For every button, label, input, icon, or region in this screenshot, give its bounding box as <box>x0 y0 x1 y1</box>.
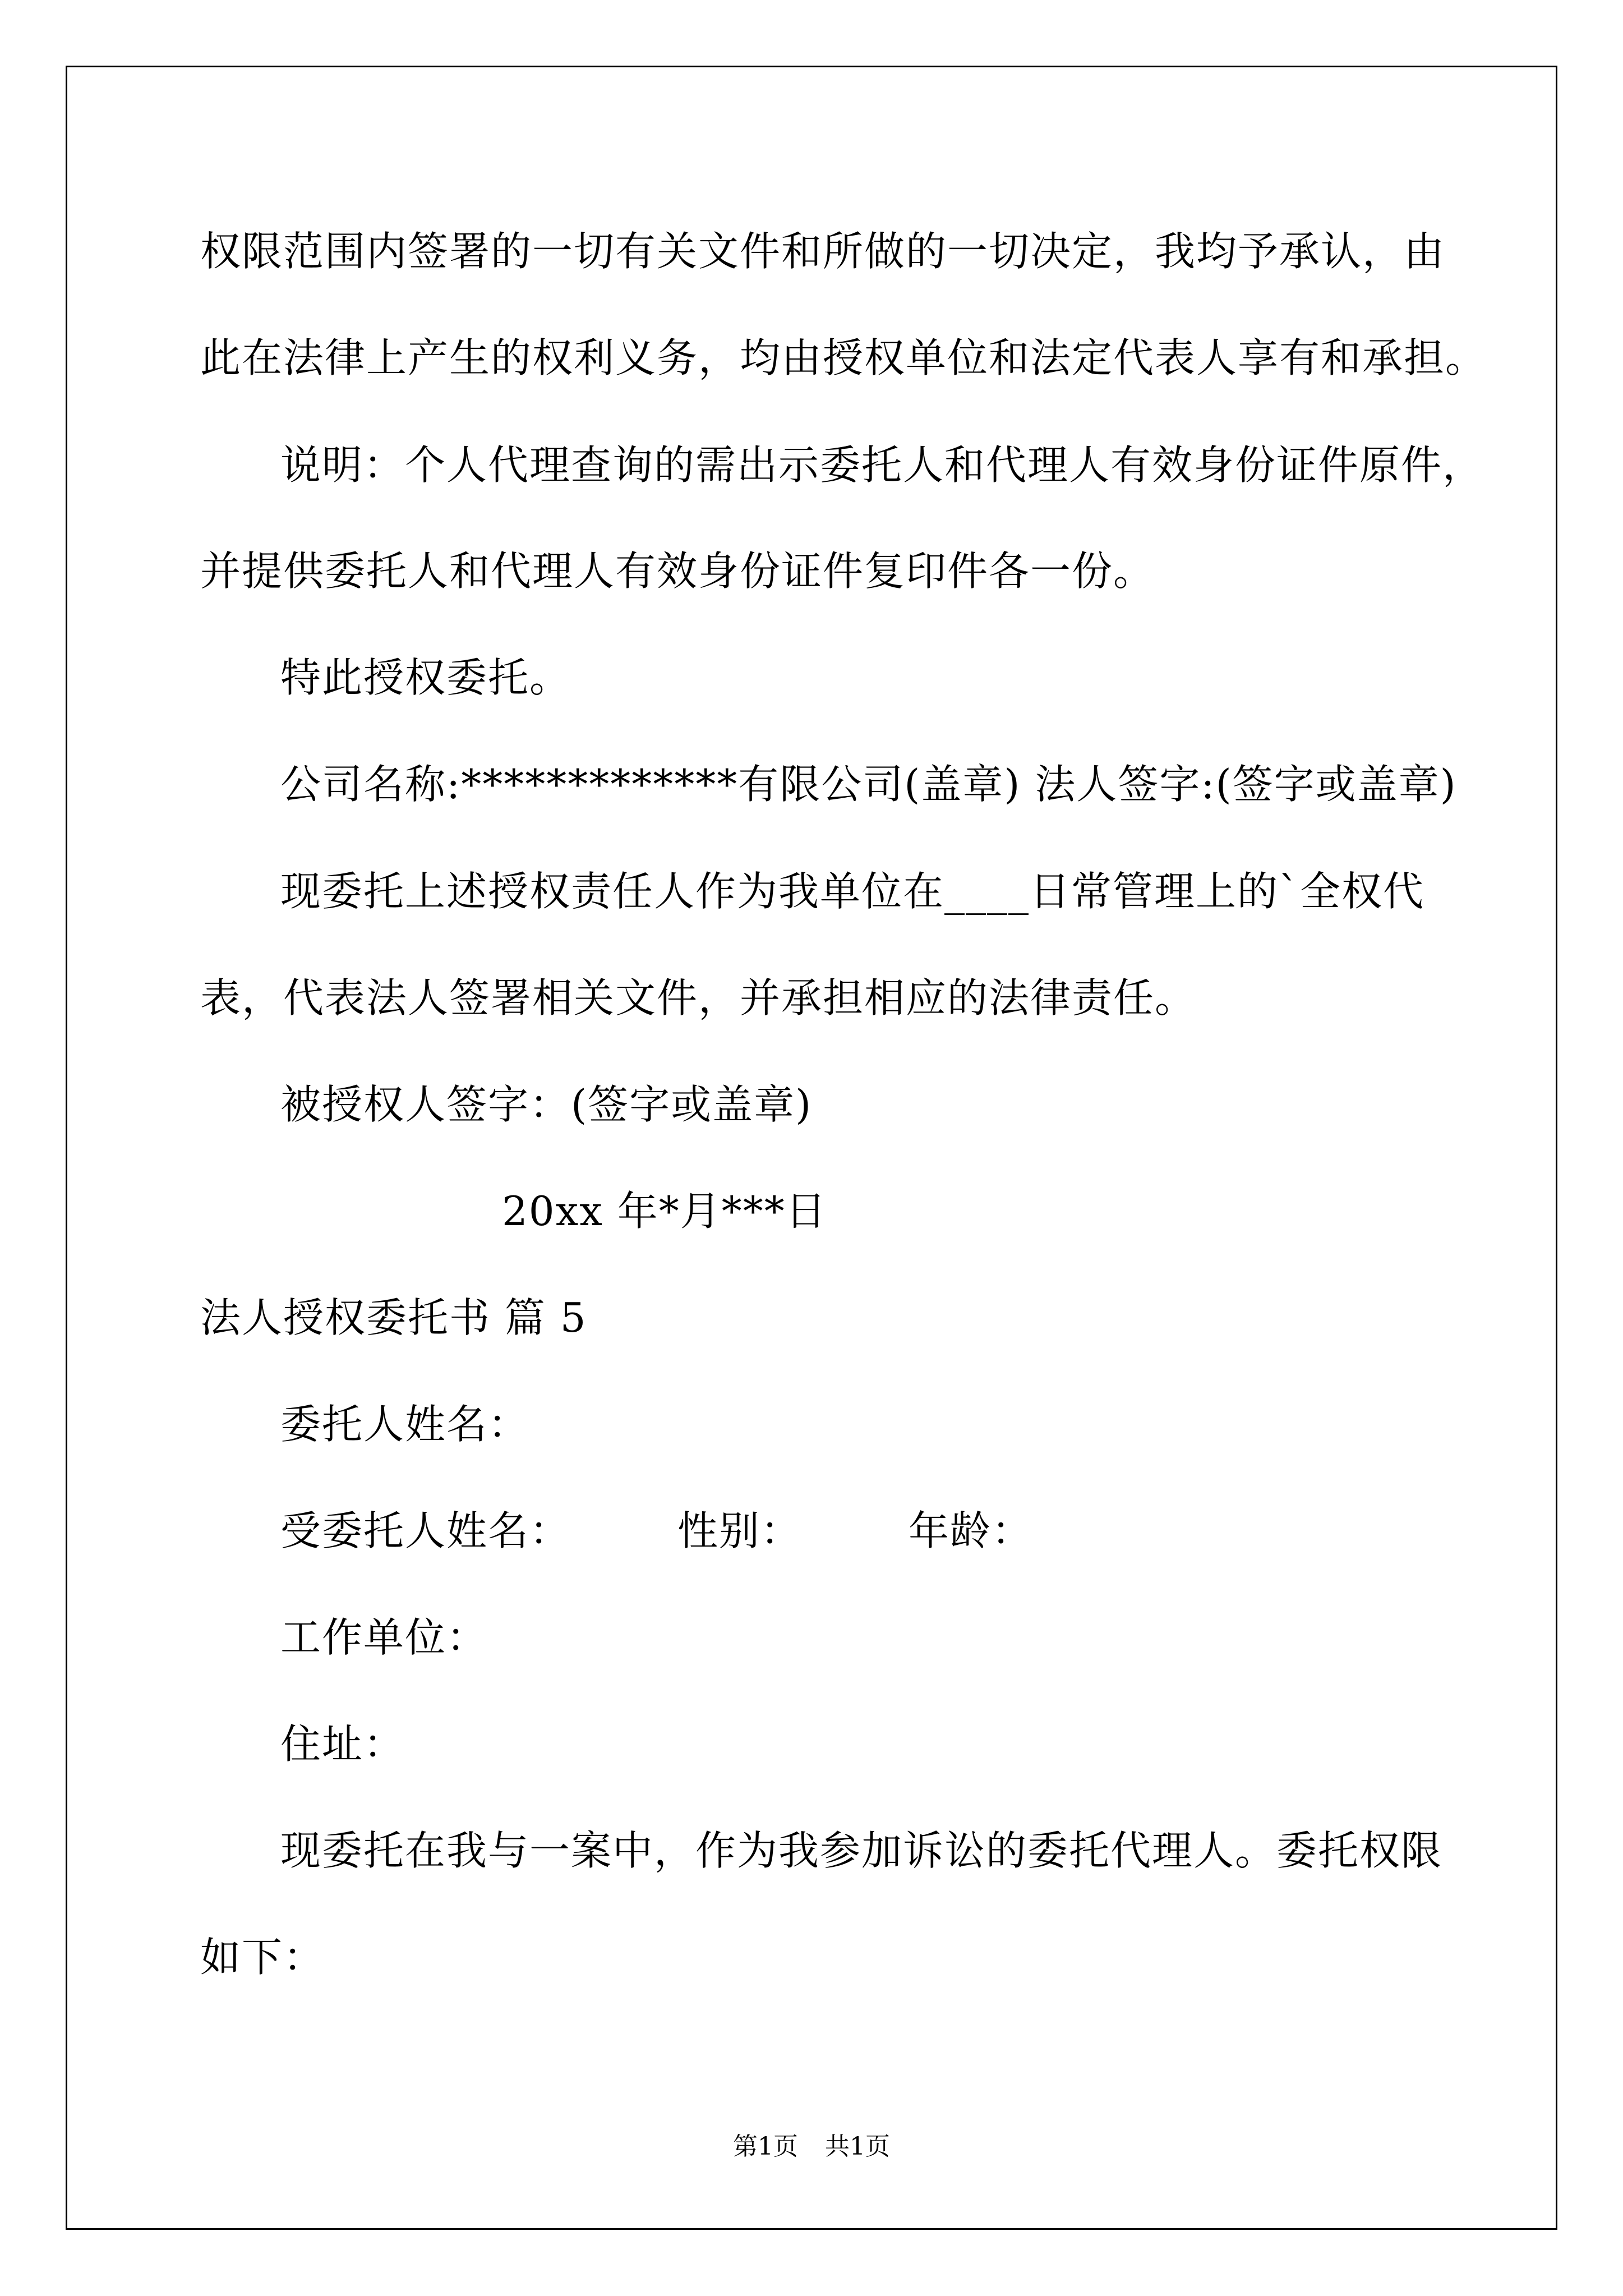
date-line: 20xx 年*月***日 <box>502 1188 827 1235</box>
page-border <box>66 66 1557 2230</box>
age-label: 年龄： <box>909 1507 1034 1554</box>
gender-label: 性别： <box>677 1507 803 1554</box>
text-line: 被授权人签字：(签字或盖章) <box>280 1081 813 1128</box>
text-line: 住址： <box>280 1720 405 1768</box>
text-line: 特此授权委托。 <box>280 654 571 701</box>
text-line: 权限范围内签署的一切有关文件和所做的一切决定，我均予承认，由 <box>200 228 1446 275</box>
text-line: 现委托在我与一案中，作为我参加诉讼的委托代理人。委托权限 <box>280 1827 1443 1874</box>
page-total: 共1页 <box>825 2132 890 2161</box>
text-line: 说明：个人代理查询的需出示委托人和代理人有效身份证件原件， <box>280 441 1484 489</box>
text-line: 如下： <box>200 1934 325 1981</box>
text-line: 并提供委托人和代理人有效身份证件复印件各一份。 <box>200 547 1155 595</box>
text-line: 现委托上述授权责任人作为我单位在____日常管理上的`全权代 <box>280 868 1425 915</box>
page-footer <box>0 2134 1623 2159</box>
section-heading: 法人授权委托书 篇 5 <box>200 1294 587 1341</box>
text-line: 表，代表法人签署相关文件，并承担相应的法律责任。 <box>200 974 1197 1022</box>
text-line: 此在法律上产生的权利义务，均由授权单位和法定代表人享有和承担。 <box>200 334 1487 381</box>
page-number: 第1页 <box>733 2132 798 2161</box>
trustee-name-label: 受委托人姓名： <box>280 1507 571 1554</box>
text-line: 公司名称:*************有限公司(盖章) 法人签字:(签字或盖章) <box>280 761 1457 808</box>
text-line: 委托人姓名： <box>280 1401 530 1448</box>
fields-line <box>280 1507 1034 1554</box>
text-line: 工作单位： <box>280 1614 488 1661</box>
